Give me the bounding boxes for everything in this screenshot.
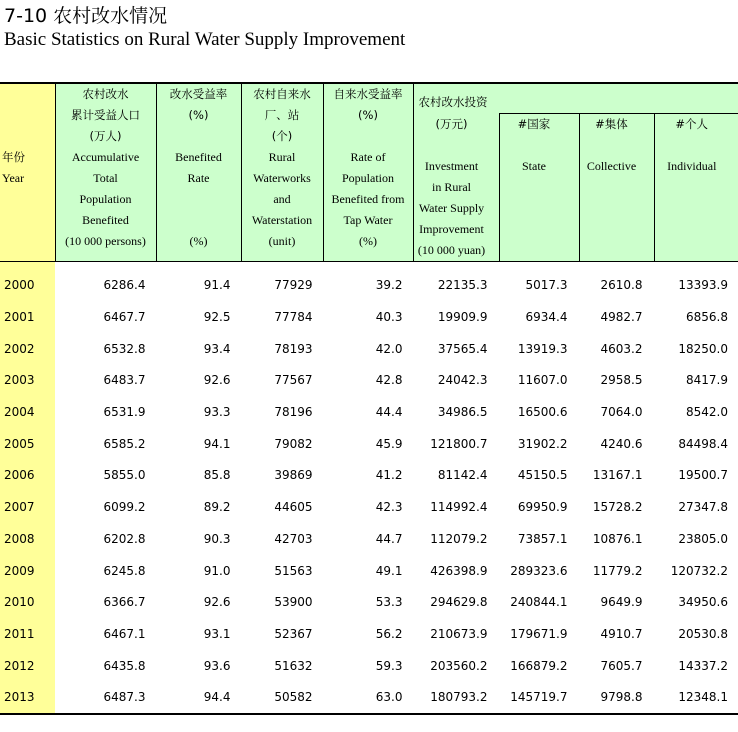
cell-tap-rate: 42.3 — [375, 500, 403, 515]
header-investment-group — [413, 83, 738, 261]
cell-rate: 91.4 — [203, 278, 231, 293]
cell-investment: 180793.2 — [430, 690, 488, 705]
cell-investment: 34986.5 — [437, 405, 488, 420]
cell-waterworks: 42703 — [274, 531, 313, 546]
header-rate-cn2: (%) — [188, 108, 209, 122]
header-waterworks-en2: Waterworks — [253, 171, 311, 185]
cell-year: 2002 — [0, 333, 55, 365]
header-year — [0, 83, 55, 261]
header-waterworks-cn2: 厂、站 — [264, 108, 300, 122]
cell-collective: 10876.1 — [592, 531, 643, 546]
cell-rate: 92.6 — [203, 373, 231, 388]
table-wrapper — [0, 82, 738, 715]
cell-tap-rate: 41.2 — [375, 468, 403, 483]
cell-state: 179671.9 — [510, 626, 568, 641]
header-tap-rate — [323, 83, 413, 261]
header-collective-cn: #集体 — [595, 117, 628, 131]
cell-collective: 7064.0 — [600, 405, 643, 420]
cell-rate: 94.4 — [203, 690, 231, 705]
cell-state: 240844.1 — [510, 595, 568, 610]
cell-individual: 27347.8 — [678, 500, 728, 515]
header-rate-unit: (%) — [189, 234, 208, 248]
table-row — [0, 365, 738, 397]
cell-year: 2007 — [0, 491, 55, 523]
cell-tap-rate: 40.3 — [375, 310, 403, 325]
cell-state: 11607.0 — [517, 373, 568, 388]
cell-tap-rate: 53.3 — [375, 595, 403, 610]
header-population-en1: Accumulative — [71, 150, 140, 164]
cell-rate: 93.6 — [203, 658, 231, 673]
header-individual-cn: #个人 — [675, 117, 709, 131]
cell-waterworks: 78196 — [274, 405, 313, 420]
cell-collective: 2958.5 — [600, 373, 643, 388]
cell-waterworks: 77567 — [274, 373, 313, 388]
statistics-table — [0, 82, 738, 713]
cell-rate: 92.5 — [203, 310, 231, 325]
header-individual — [654, 114, 738, 261]
table-row — [0, 618, 738, 650]
cell-investment: 203560.2 — [430, 658, 488, 673]
cell-investment: 114992.4 — [430, 500, 488, 515]
cell-individual: 120732.2 — [670, 563, 728, 578]
cell-investment: 426398.9 — [430, 563, 488, 578]
cell-collective: 7605.7 — [600, 658, 643, 673]
header-investment-unit: (10 000 yuan) — [417, 242, 486, 257]
cell-tap-rate: 59.3 — [375, 658, 403, 673]
header-tap-rate-en3: Benefited from — [331, 192, 405, 206]
cell-rate: 93.4 — [203, 341, 231, 356]
cell-collective: 2610.8 — [600, 278, 643, 293]
table-row — [0, 650, 738, 682]
header-tap-rate-en2: Population — [341, 171, 394, 185]
table-row — [0, 491, 738, 523]
cell-population: 6366.7 — [103, 595, 146, 610]
header-waterworks-en1: Rural — [268, 150, 296, 164]
cell-waterworks: 53900 — [274, 595, 313, 610]
cell-population: 6531.9 — [103, 405, 146, 420]
header-rate-en2: Rate — [187, 171, 210, 185]
page-title-en: Basic Statistics on Rural Water Supply Improvement — [4, 29, 406, 50]
cell-year: 2003 — [0, 365, 55, 397]
cell-state: 73857.1 — [517, 531, 568, 546]
title-block — [4, 4, 405, 52]
cell-population: 6467.7 — [103, 310, 146, 325]
cell-population: 6245.8 — [103, 563, 146, 578]
cell-individual: 84498.4 — [678, 436, 728, 451]
cell-collective: 13167.1 — [592, 468, 643, 483]
cell-state: 145719.7 — [510, 690, 568, 705]
table-row — [0, 428, 738, 460]
header-tap-rate-unit: (%) — [359, 234, 377, 248]
cell-population: 6286.4 — [103, 278, 146, 293]
cell-rate: 93.3 — [203, 405, 231, 420]
cell-rate: 91.0 — [203, 563, 231, 578]
cell-collective: 15728.2 — [592, 500, 643, 515]
table-row — [0, 555, 738, 587]
cell-tap-rate: 63.0 — [375, 690, 403, 705]
cell-state: 13919.3 — [517, 341, 568, 356]
cell-investment: 37565.4 — [437, 341, 488, 356]
cell-investment: 112079.2 — [430, 531, 488, 546]
cell-state: 289323.6 — [510, 563, 568, 578]
cell-individual: 23805.0 — [678, 531, 728, 546]
header-rate — [156, 83, 241, 261]
header-investment-en3: Water Supply — [418, 200, 485, 215]
cell-rate: 85.8 — [203, 468, 231, 483]
cell-individual: 34950.6 — [678, 595, 728, 610]
header-rate-cn1: 改水受益率 — [169, 87, 228, 101]
cell-investment: 210673.9 — [430, 626, 488, 641]
cell-investment: 121800.7 — [430, 436, 488, 451]
cell-year: 2001 — [0, 301, 55, 333]
header-investment-cn2: (万元) — [435, 116, 468, 131]
cell-year: 2009 — [0, 555, 55, 587]
cell-population: 5855.0 — [103, 468, 146, 483]
cell-waterworks: 51563 — [274, 563, 313, 578]
header-population-en4: Benefited — [82, 213, 129, 227]
cell-waterworks: 77784 — [274, 310, 313, 325]
header-population-cn2: 累计受益人口 — [71, 108, 140, 122]
header-year-cn: 年份 — [2, 150, 25, 164]
header-collective-en: Collective — [586, 159, 637, 173]
cell-collective: 4240.6 — [600, 436, 643, 451]
cell-year: 2011 — [0, 618, 55, 650]
cell-year: 2006 — [0, 460, 55, 492]
cell-year: 2012 — [0, 650, 55, 682]
cell-tap-rate: 56.2 — [375, 626, 403, 641]
header-waterworks-unit: (unit) — [268, 234, 296, 248]
cell-year: 2000 — [0, 262, 55, 302]
cell-rate: 93.1 — [203, 626, 231, 641]
header-tap-rate-cn1: 自来水受益率 — [333, 87, 403, 101]
cell-waterworks: 52367 — [274, 626, 313, 641]
cell-population: 6532.8 — [103, 341, 146, 356]
header-individual-en: Individual — [667, 159, 717, 173]
header-tap-rate-en1: Rate of — [350, 150, 386, 164]
cell-state: 6934.4 — [525, 310, 568, 325]
table-row — [0, 681, 738, 713]
bottom-rule — [0, 713, 738, 715]
cell-individual: 20530.8 — [678, 626, 728, 641]
header-investment-en4: Improvement — [419, 221, 484, 236]
table-row — [0, 262, 738, 302]
cell-population: 6483.7 — [103, 373, 146, 388]
cell-year: 2008 — [0, 523, 55, 555]
header-investment-cn1: 农村改水投资 — [418, 95, 488, 109]
cell-rate: 89.2 — [203, 500, 231, 515]
cell-population: 6202.8 — [103, 531, 146, 546]
cell-collective: 11779.2 — [592, 563, 643, 578]
cell-tap-rate: 44.4 — [375, 405, 403, 420]
header-investment — [414, 84, 738, 114]
header-waterworks-cn1: 农村自来水 — [253, 87, 311, 101]
cell-population: 6585.2 — [103, 436, 146, 451]
cell-year: 2004 — [0, 396, 55, 428]
cell-collective: 4982.7 — [600, 310, 643, 325]
table-row — [0, 301, 738, 333]
cell-state: 31902.2 — [517, 436, 568, 451]
cell-individual: 8417.9 — [686, 373, 728, 388]
cell-investment: 294629.8 — [430, 595, 488, 610]
header-tap-rate-cn2: (%) — [358, 108, 378, 122]
cell-waterworks: 39869 — [274, 468, 313, 483]
cell-individual: 19500.7 — [678, 468, 728, 483]
cell-year: 2010 — [0, 586, 55, 618]
header-rate-en1: Benefited — [175, 150, 222, 164]
header-state-cn: #国家 — [517, 117, 551, 131]
cell-state: 5017.3 — [525, 278, 568, 293]
cell-state: 69950.9 — [517, 500, 568, 515]
page-title-cn: 7-10 农村改水情况 — [4, 5, 168, 27]
cell-tap-rate: 49.1 — [375, 563, 403, 578]
cell-investment: 81142.4 — [437, 468, 488, 483]
cell-population: 6487.3 — [103, 690, 146, 705]
cell-population: 6467.1 — [103, 626, 146, 641]
header-tap-rate-en4: Tap Water — [343, 213, 393, 227]
cell-state: 166879.2 — [510, 658, 568, 673]
header-population-cn1: 农村改水 — [82, 87, 129, 101]
cell-tap-rate: 44.7 — [375, 531, 403, 546]
cell-collective: 9798.8 — [600, 690, 643, 705]
header-collective — [579, 114, 654, 261]
cell-collective: 9649.9 — [600, 595, 643, 610]
header-waterworks-en3: and — [273, 192, 291, 206]
cell-investment: 22135.3 — [437, 278, 488, 293]
header-investment-detail — [414, 114, 499, 261]
table-row — [0, 460, 738, 492]
header-population-en2: Total — [93, 171, 118, 185]
header-waterworks — [241, 83, 323, 261]
cell-individual: 8542.0 — [686, 405, 728, 420]
cell-population: 6435.8 — [103, 658, 146, 673]
cell-waterworks: 78193 — [274, 341, 313, 356]
table-row — [0, 396, 738, 428]
cell-state: 16500.6 — [517, 405, 568, 420]
cell-waterworks: 50582 — [274, 690, 313, 705]
cell-waterworks: 77929 — [274, 278, 313, 293]
header-waterworks-en4: Waterstation — [251, 213, 313, 227]
cell-collective: 4603.2 — [600, 341, 643, 356]
header-investment-en2: in Rural — [432, 179, 471, 194]
cell-investment: 19909.9 — [437, 310, 488, 325]
cell-individual: 14337.2 — [678, 658, 728, 673]
cell-rate: 92.6 — [203, 595, 231, 610]
cell-population: 6099.2 — [103, 500, 146, 515]
cell-waterworks: 51632 — [274, 658, 313, 673]
header-population-cn3: (万人) — [89, 129, 122, 143]
header-investment-en1: Investment — [424, 158, 479, 173]
cell-collective: 4910.7 — [600, 626, 643, 641]
header-year-en: Year — [2, 171, 25, 185]
cell-year: 2005 — [0, 428, 55, 460]
header-population — [55, 83, 156, 261]
header-population-unit: (10 000 persons) — [65, 234, 146, 248]
cell-state: 45150.5 — [517, 468, 568, 483]
cell-individual: 6856.8 — [686, 310, 728, 325]
cell-individual: 18250.0 — [678, 341, 728, 356]
cell-investment: 24042.3 — [437, 373, 488, 388]
table-row — [0, 333, 738, 365]
cell-waterworks: 44605 — [274, 500, 313, 515]
header-state-en: State — [522, 159, 546, 173]
cell-rate: 90.3 — [203, 531, 231, 546]
cell-year: 2013 — [0, 681, 55, 713]
cell-waterworks: 79082 — [274, 436, 313, 451]
header-state — [499, 114, 579, 261]
header-waterworks-cn3: (个) — [271, 129, 293, 143]
cell-tap-rate: 42.8 — [375, 373, 403, 388]
table-body — [0, 262, 738, 714]
cell-individual: 12348.1 — [678, 690, 728, 705]
cell-individual: 13393.9 — [678, 278, 728, 293]
header-population-en3: Population — [79, 192, 132, 206]
table-row — [0, 523, 738, 555]
table-row — [0, 586, 738, 618]
cell-rate: 94.1 — [203, 436, 231, 451]
cell-tap-rate: 39.2 — [375, 278, 403, 293]
cell-tap-rate: 45.9 — [375, 436, 403, 451]
cell-tap-rate: 42.0 — [375, 341, 403, 356]
